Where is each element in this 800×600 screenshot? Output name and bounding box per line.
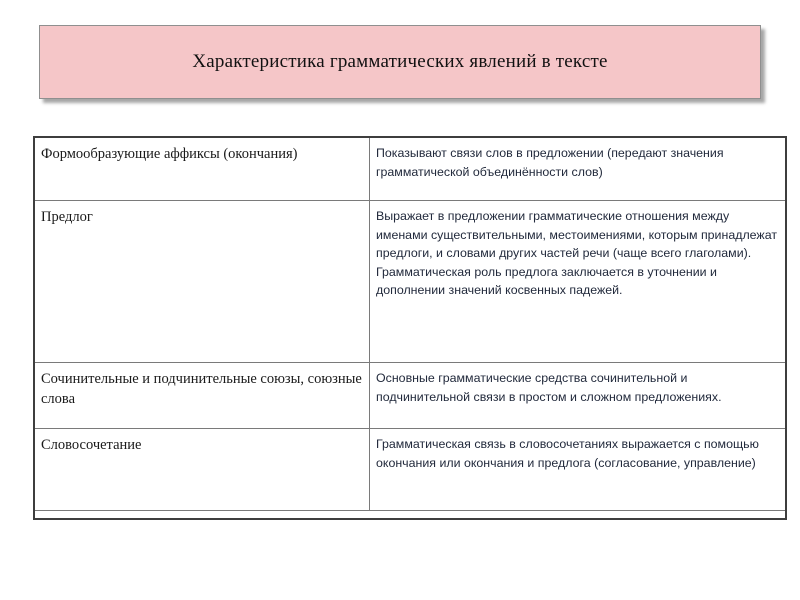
term-cell: Формообразующие аффиксы (окончания) — [35, 138, 370, 201]
page-title: Характеристика грамматических явлений в тексте — [192, 51, 608, 72]
table-row — [35, 363, 786, 429]
description-cell: Грамматическая связь в словосочетаниях выражается с помощью окончания или окончания и предлога (согласование, управление) — [370, 429, 786, 511]
table-row — [35, 138, 786, 201]
table-row — [35, 429, 786, 511]
term-cell: Предлог — [35, 201, 370, 363]
description-cell: Выражает в предложении грамматические отношения между именами существительными, местоимениями, которым принадлежат предлоги, и словами других частей речи (чаще всего глаголами). Грамматическая роль предлога заключается в уточнении и дополнении значений косвенных падежей. — [370, 201, 786, 363]
description-cell: Показывают связи слов в предложении (передают значения грамматической объединённости слов) — [370, 138, 786, 201]
title-banner — [39, 25, 761, 99]
table-row — [35, 201, 786, 363]
description-cell: Основные грамматические средства сочинительной и подчинительной связи в простом и сложном предложениях. — [370, 363, 786, 429]
grammar-table — [34, 137, 786, 511]
term-cell: Словосочетание — [35, 429, 370, 511]
term-cell: Сочинительные и подчинительные союзы, союзные слова — [35, 363, 370, 429]
